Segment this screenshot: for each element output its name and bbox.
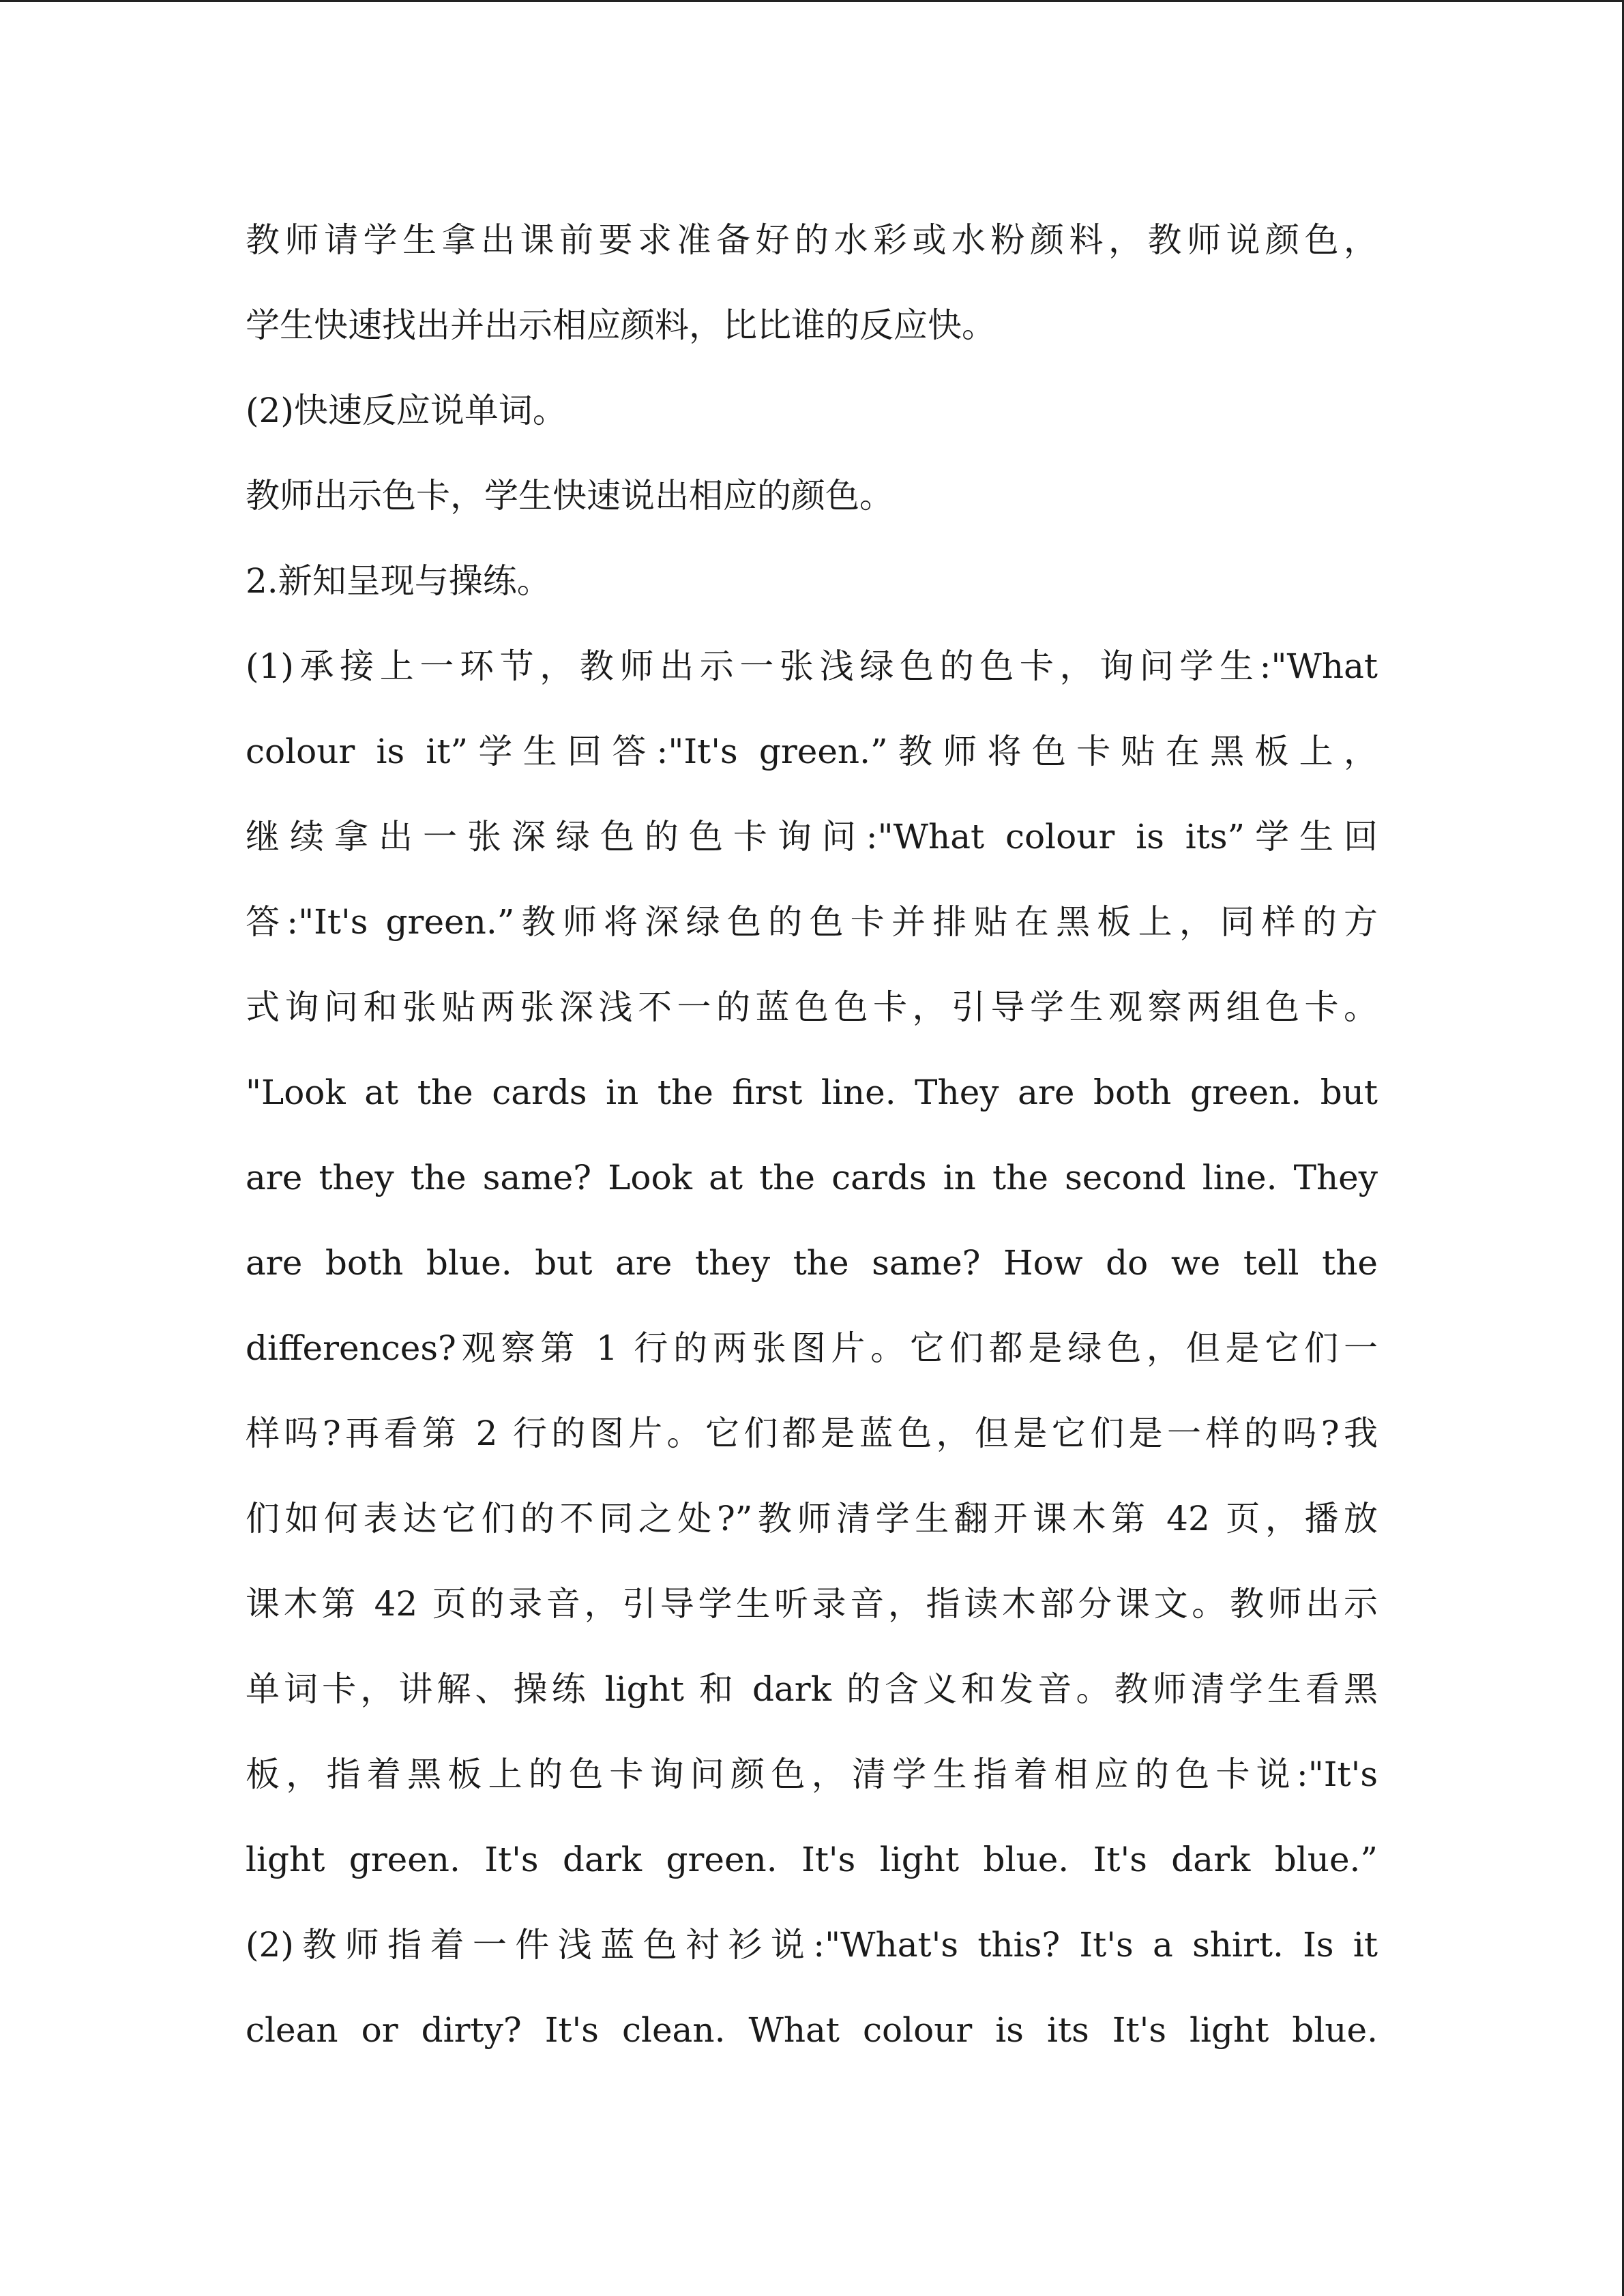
text-line-17: 课木第 42 页的录音，引导学生听录音，指读木部分课文。教师出示 bbox=[246, 1584, 1378, 1624]
document-body bbox=[246, 198, 1378, 2073]
text-line-14: differences?观察第 1 行的两张图片。它们都是绿色，但是它们一 bbox=[246, 1328, 1378, 1368]
text-line-10: 式询问和张贴两张深浅不一的蓝色色卡，引导学生观察两组色卡。 bbox=[246, 987, 1378, 1027]
text-line-13: are both blue. but are they the same? How do we tell the bbox=[246, 1243, 1378, 1283]
text-line-20: light green. It's dark green. It's light blue. It's dark blue.” bbox=[246, 1840, 1378, 1879]
text-line-16: 们如何表达它们的不同之处?”教师清学生翻开课木第 42 页，播放 bbox=[246, 1499, 1378, 1538]
text-line-2: 学生快速找出并出示相应颜料，比比谁的反应快。 bbox=[246, 305, 996, 345]
text-line-4: 教师出示色卡，学生快速说出相应的颜色。 bbox=[246, 476, 894, 516]
text-line-3: (2)快速反应说单词。 bbox=[246, 391, 567, 430]
text-line-5: 2.新知呈现与操练。 bbox=[246, 561, 551, 601]
text-line-6: (1)承接上一环节，教师出示一张浅绿色的色卡，询问学生:"What bbox=[246, 646, 1378, 686]
text-line-11: "Look at the cards in the first line. They are both green. but bbox=[246, 1073, 1378, 1112]
text-line-15: 样吗?再看第 2 行的图片。它们都是蓝色，但是它们是一样的吗?我 bbox=[246, 1414, 1378, 1453]
top-border-rule bbox=[0, 0, 1624, 2]
text-line-9: 答:"It's green.”教师将深绿色的色卡并排贴在黑板上，同样的方 bbox=[246, 902, 1378, 942]
text-line-8: 继续拿出一张深绿色的色卡询问:"What colour is its”学生回 bbox=[246, 817, 1378, 856]
text-line-7: colour is it”学生回答:"It's green.”教师将色卡贴在黑板上， bbox=[246, 732, 1378, 771]
text-line-18: 单词卡，讲解、操练 light 和 dark 的含义和发音。教师清学生看黑 bbox=[246, 1669, 1378, 1709]
text-line-22: clean or dirty? It's clean. What colour is its It's light blue. bbox=[246, 2010, 1378, 2050]
text-line-21: (2)教师指着一件浅蓝色衬衫说:"What's this? It's a shirt. Is it bbox=[246, 1925, 1378, 1965]
text-line-12: are they the same? Look at the cards in the second line. They bbox=[246, 1158, 1378, 1197]
text-line-1: 教师请学生拿出课前要求准备好的水彩或水粉颜料，教师说颜色， bbox=[246, 220, 1378, 260]
text-line-19: 板，指着黑板上的色卡询问颜色，清学生指着相应的色卡说:"It's bbox=[246, 1755, 1378, 1794]
